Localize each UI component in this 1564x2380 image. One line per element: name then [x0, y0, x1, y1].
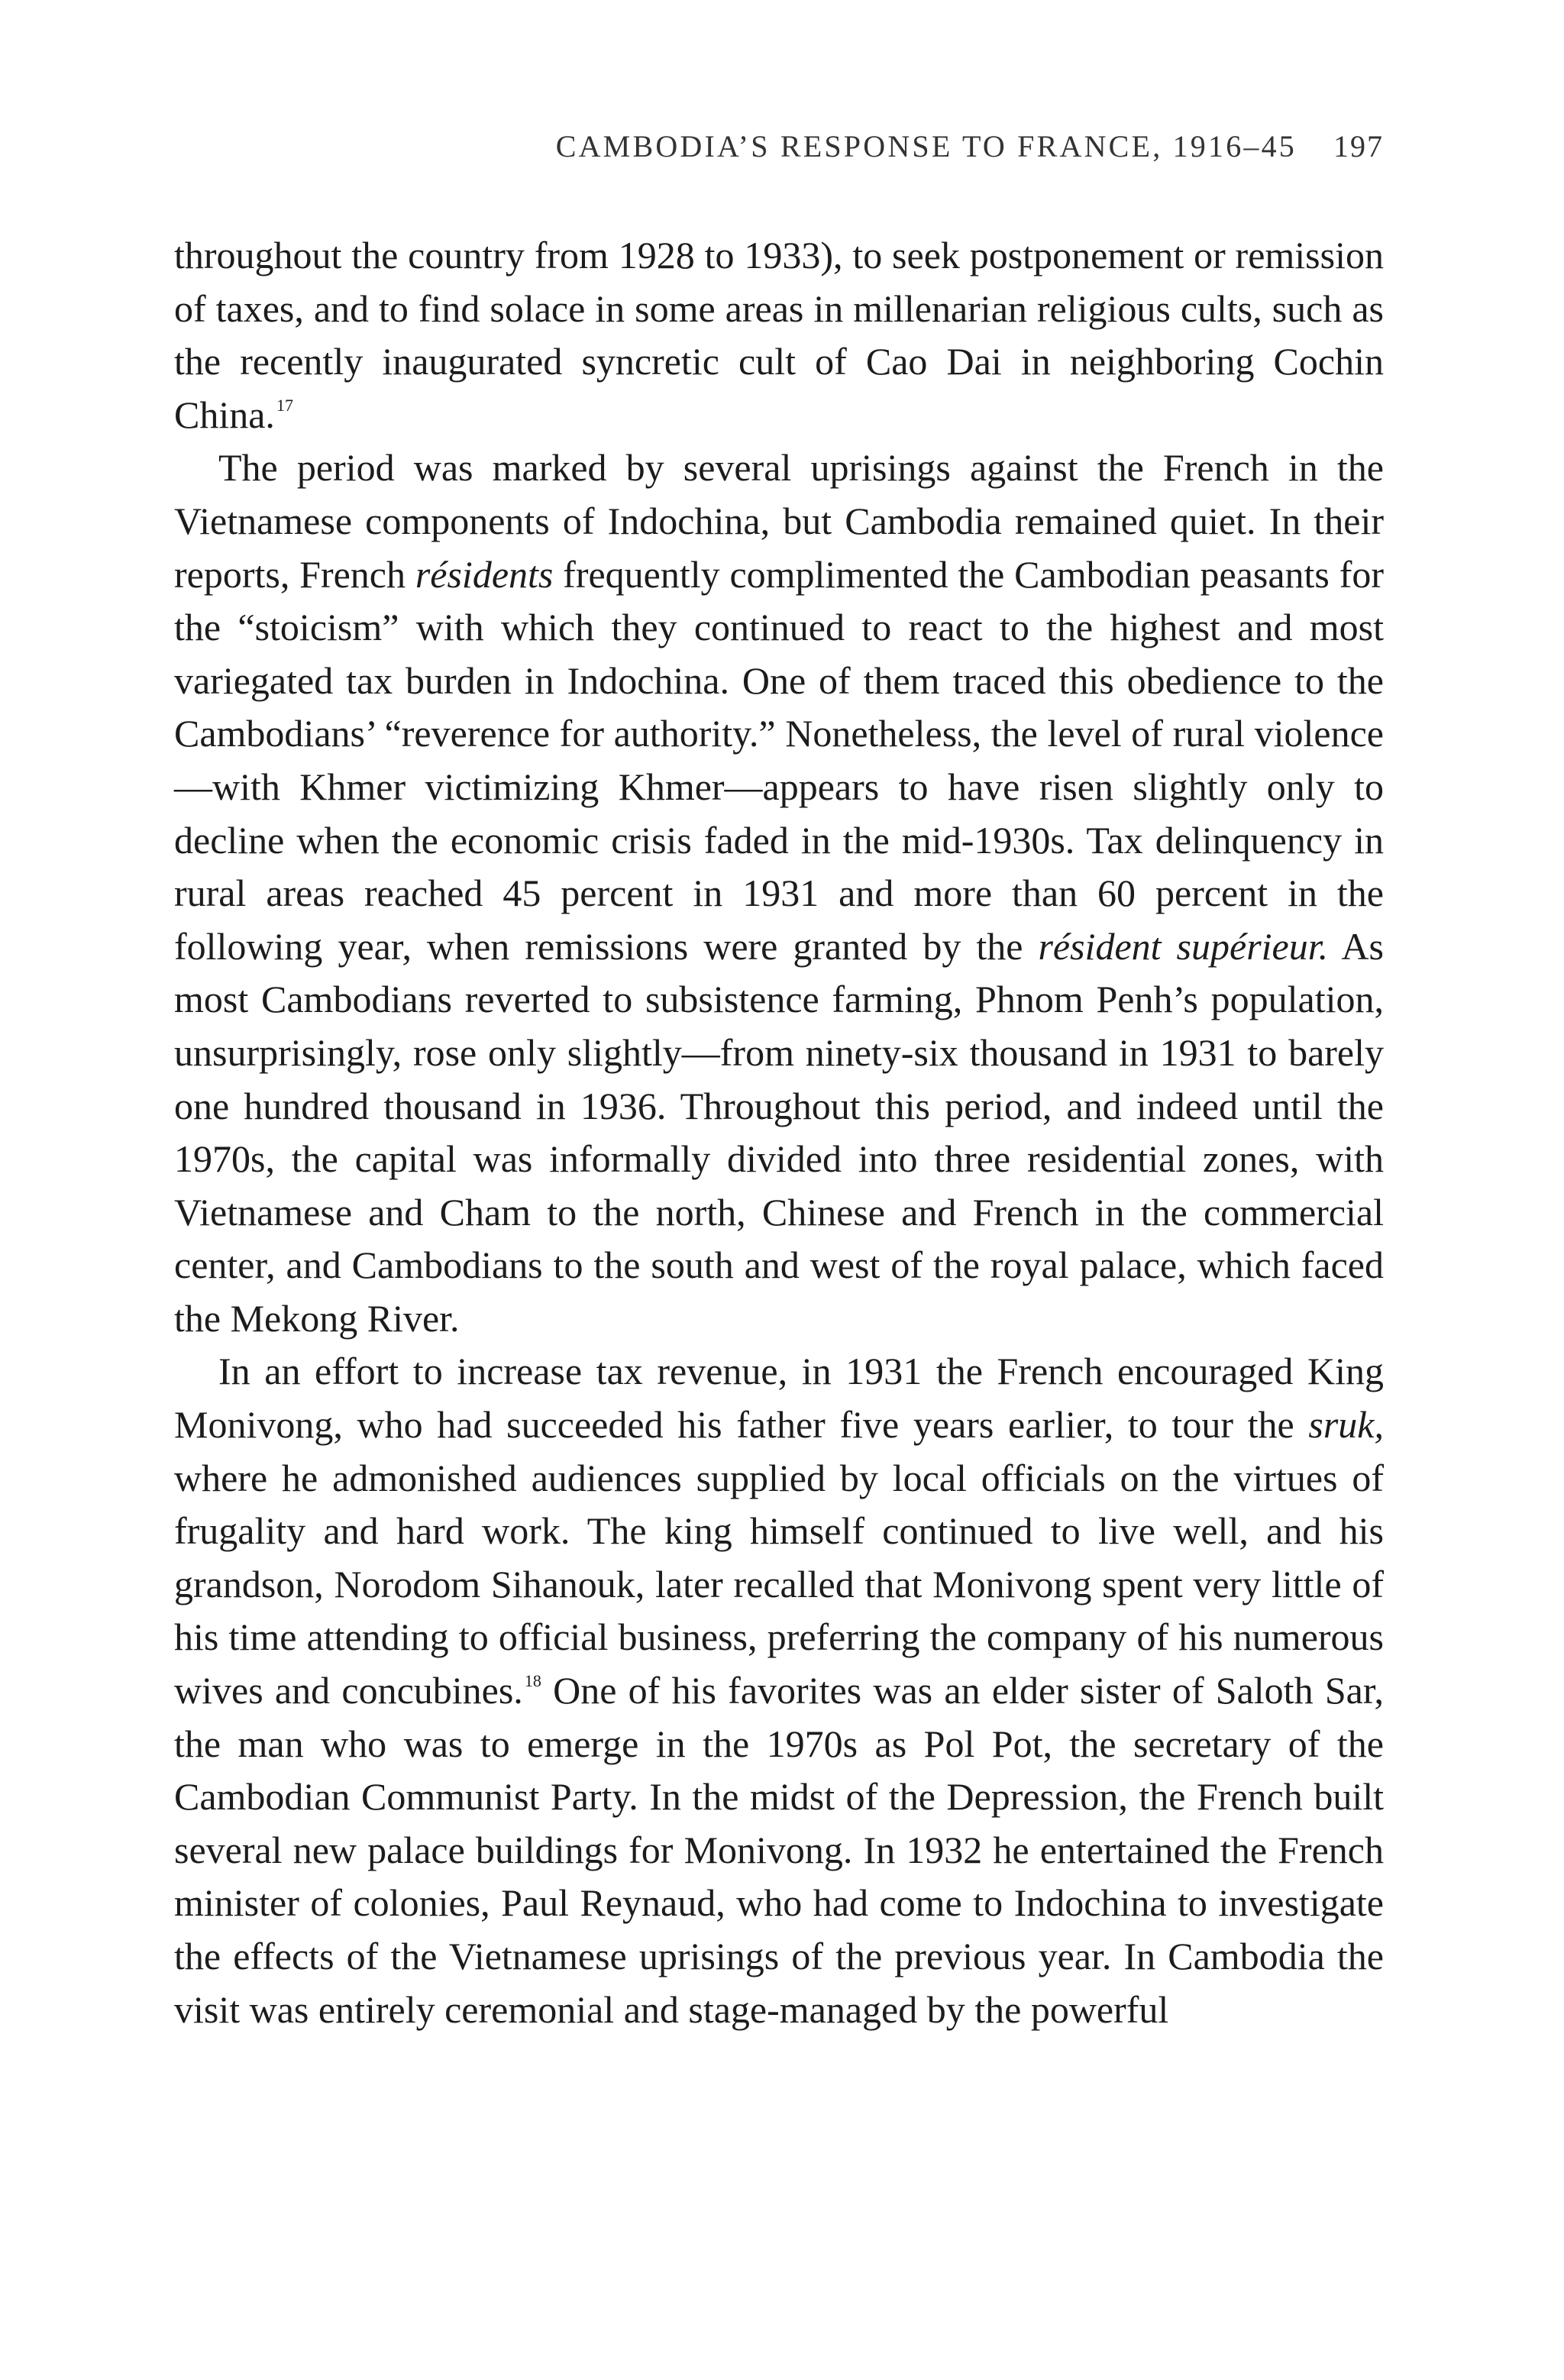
paragraph — [174, 1345, 1384, 2036]
paragraph-text: As most Cambodians reverted to subsistence farming, Phnom Penh’s population, unsurprisingly, rose only slightly—from ninety-six thousand in 1931 to barely one hundred thousand in 1936. Throughout this period, and indeed until the 1970s, the capital was informally divided into three residential zones, with Vietnamese and Cham to the north, Chinese and French in the commercial center, and Cambodians to the south and west of the royal palace, which faced the Mekong River. — [174, 924, 1384, 1340]
paragraph-text: The period was marked by several uprisings against the French in the Vietnamese components of Indochina, but Cambodia remained quiet. In their reports, French — [174, 446, 1384, 596]
paragraph — [174, 441, 1384, 1345]
paragraph-text: One of his favorites was an elder sister of Saloth Sar, the man who was to emerge in the 1970s as Pol Pot, the secretary of the Cambodian Communist Party. In the midst of the Depression, the French built several new palace buildings for Monivong. In 1932 he entertained the French minister of colonies, Paul Reynaud, who had come to Indochina to investigate the effects of the Vietnamese uprisings of the previous year. In Cambodia the visit was entirely ceremonial and stage-managed by the powerful — [174, 1669, 1384, 2031]
paragraph-continuation — [174, 229, 1384, 441]
body-text — [174, 229, 1384, 2036]
italic-term: résidents — [415, 552, 554, 596]
paragraph-text: In an effort to increase tax revenue, in 1931 the French encouraged King Monivong, who had succeeded his father five years earlier, to tour the — [174, 1350, 1384, 1447]
paragraph-text: frequently complimented the Cambodian peasants for the “stoicism” with which they continued to react to the highest and most variegated tax burden in Indochina. One of them traced this obedience to the Cambodians’ “reverence for authority.” Nonetheless, the level of rural violence—with Khmer victimizing Khmer—appears to have risen slightly only to decline when the economic crisis faded in the mid-1930s. Tax delinquency in rural areas reached 45 percent in 1931 and more than 60 percent in the following year, when remissions were granted by the — [174, 552, 1385, 968]
footnote-marker: 17 — [276, 395, 293, 415]
running-head-title: CAMBODIA’S RESPONSE TO FRANCE, 1916–45 — [555, 129, 1297, 163]
italic-term: sruk, — [1308, 1403, 1384, 1447]
running-head — [174, 128, 1384, 177]
page-number: 197 — [1333, 129, 1384, 163]
paragraph-text: where he admonished audiences supplied by local officials on the virtues of frugality and hard work. The king himself continued to live well, and his grandson, Norodom Sihanouk, later recalled that Monivong spent very little of his time attending to official business, preferring the company of his numerous wives and concubines. — [174, 1456, 1384, 1712]
footnote-marker: 18 — [524, 1671, 541, 1691]
italic-term: résident supérieur. — [1038, 924, 1329, 968]
paragraph-text: throughout the country from 1928 to 1933), to seek postponement or remission of taxes, and to find solace in some areas in millenarian religious cults, such as the recently inaugurated syncretic cult of Cao Dai in neighboring Cochin China. — [174, 234, 1384, 436]
